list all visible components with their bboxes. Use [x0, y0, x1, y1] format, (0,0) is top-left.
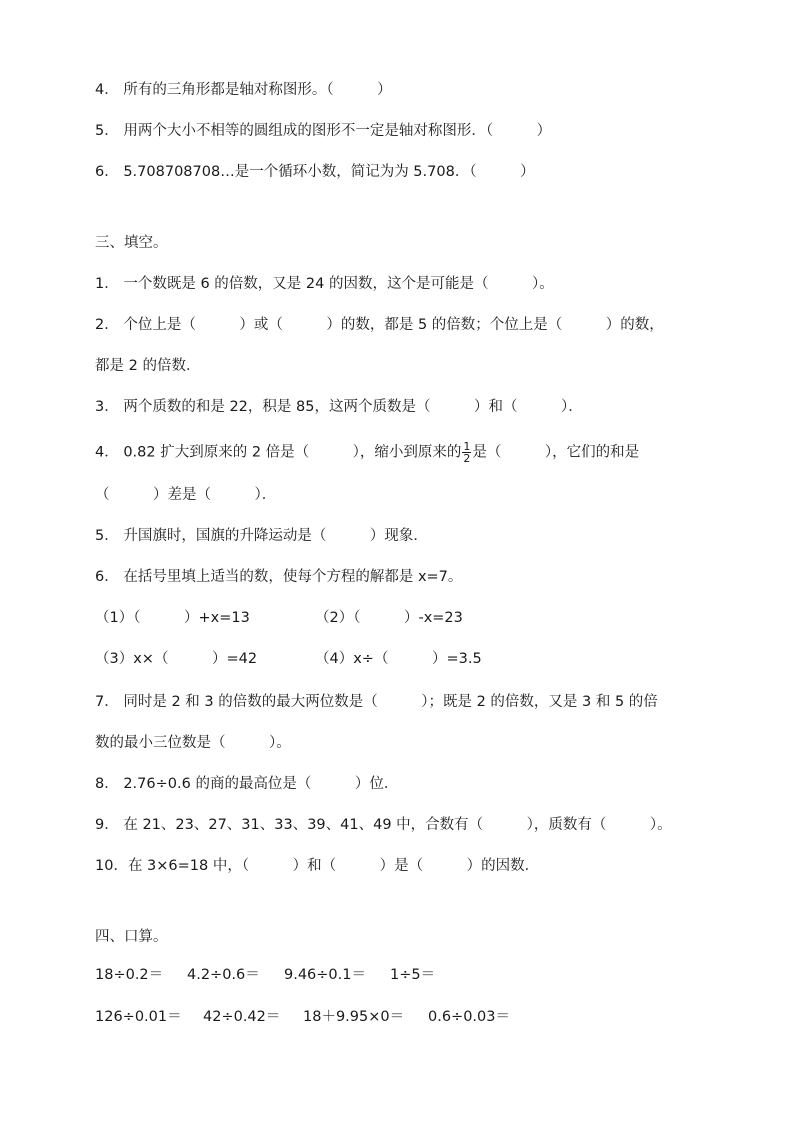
- equation-1: （1）（ ）+x=13: [95, 610, 250, 626]
- fill-item-2-line1: 2． 个位上是（ ）或（ ）的数，都是 5 的倍数；个位上是（ ）的数，: [95, 317, 664, 333]
- fill-item-4-pre: 4． 0.82 扩大到原来的 2 倍是（ ），缩小到原来的: [95, 444, 462, 461]
- oral-r1-c1: 18÷0.2＝: [95, 967, 164, 983]
- fraction-denominator: 2: [463, 452, 471, 465]
- oral-r1-c4: 1÷5＝: [390, 967, 436, 983]
- fill-item-6: 6． 在括号里填上适当的数，使每个方程的解都是 x=7。: [95, 569, 463, 585]
- fill-item-7-line2: 数的最小三位数是（ ）。: [95, 735, 291, 751]
- oral-r2-c2: 42÷0.42＝: [203, 1009, 281, 1025]
- fill-item-7-line1: 7． 同时是 2 和 3 的倍数的最大两位数是（ ）；既是 2 的倍数，又是 3 和 5 的倍: [95, 694, 658, 710]
- fill-item-3: 3． 两个质数的和是 22，积是 85，这两个质数是（ ）和（ ）．: [95, 399, 583, 415]
- judge-item-6: 6． 5.708708708…是一个循环小数，简记为为 5.708．（ ）: [95, 164, 535, 180]
- judge-item-4: 4． 所有的三角形都是轴对称图形。（ ）: [95, 82, 392, 98]
- fraction-numerator: 1: [463, 440, 471, 453]
- section-heading-fill: 三、填空。: [95, 235, 168, 251]
- fraction-one-half: [462, 441, 471, 464]
- fill-item-2-line2: 都是 2 的倍数．: [95, 358, 201, 374]
- fill-item-5: 5． 升国旗时，国旗的升降运动是（ ）现象．: [95, 528, 428, 544]
- oral-r1-c2: 4.2÷0.6＝: [187, 967, 260, 983]
- equation-4: （4）x÷（ ）=3.5: [315, 651, 482, 667]
- oral-r1-c3: 9.46÷0.1＝: [284, 967, 366, 983]
- fill-item-4-line1: [95, 441, 639, 464]
- equation-3: （3）x×（ ）=42: [95, 651, 258, 667]
- section-heading-oral: 四、口算。: [95, 929, 168, 945]
- oral-r2-c3: 18＋9.95×0＝: [303, 1009, 405, 1025]
- equation-2: （2）（ ）-x=23: [315, 610, 463, 626]
- fill-item-10: 10．在 3×6=18 中，（ ）和（ ）是（ ）的因数．: [95, 858, 540, 874]
- oral-r2-c4: 0.6÷0.03＝: [428, 1009, 510, 1025]
- fill-item-4-line2: （ ）差是（ ）．: [95, 487, 277, 503]
- fill-item-1: 1． 一个数既是 6 的倍数，又是 24 的因数，这个是可能是（ ）。: [95, 276, 554, 292]
- fill-item-8: 8． 2.76÷0.6 的商的最高位是（ ）位．: [95, 776, 399, 792]
- oral-r2-c1: 126÷0.01＝: [95, 1009, 182, 1025]
- fill-item-9: 9． 在 21、23、27、31、33、39、41、49 中，合数有（ ），质数有（ ）。: [95, 817, 672, 833]
- fill-item-4-post: 是（ ），它们的和是: [472, 444, 640, 461]
- judge-item-5: 5． 用两个大小不相等的圆组成的图形不一定是轴对称图形．（ ）: [95, 123, 552, 139]
